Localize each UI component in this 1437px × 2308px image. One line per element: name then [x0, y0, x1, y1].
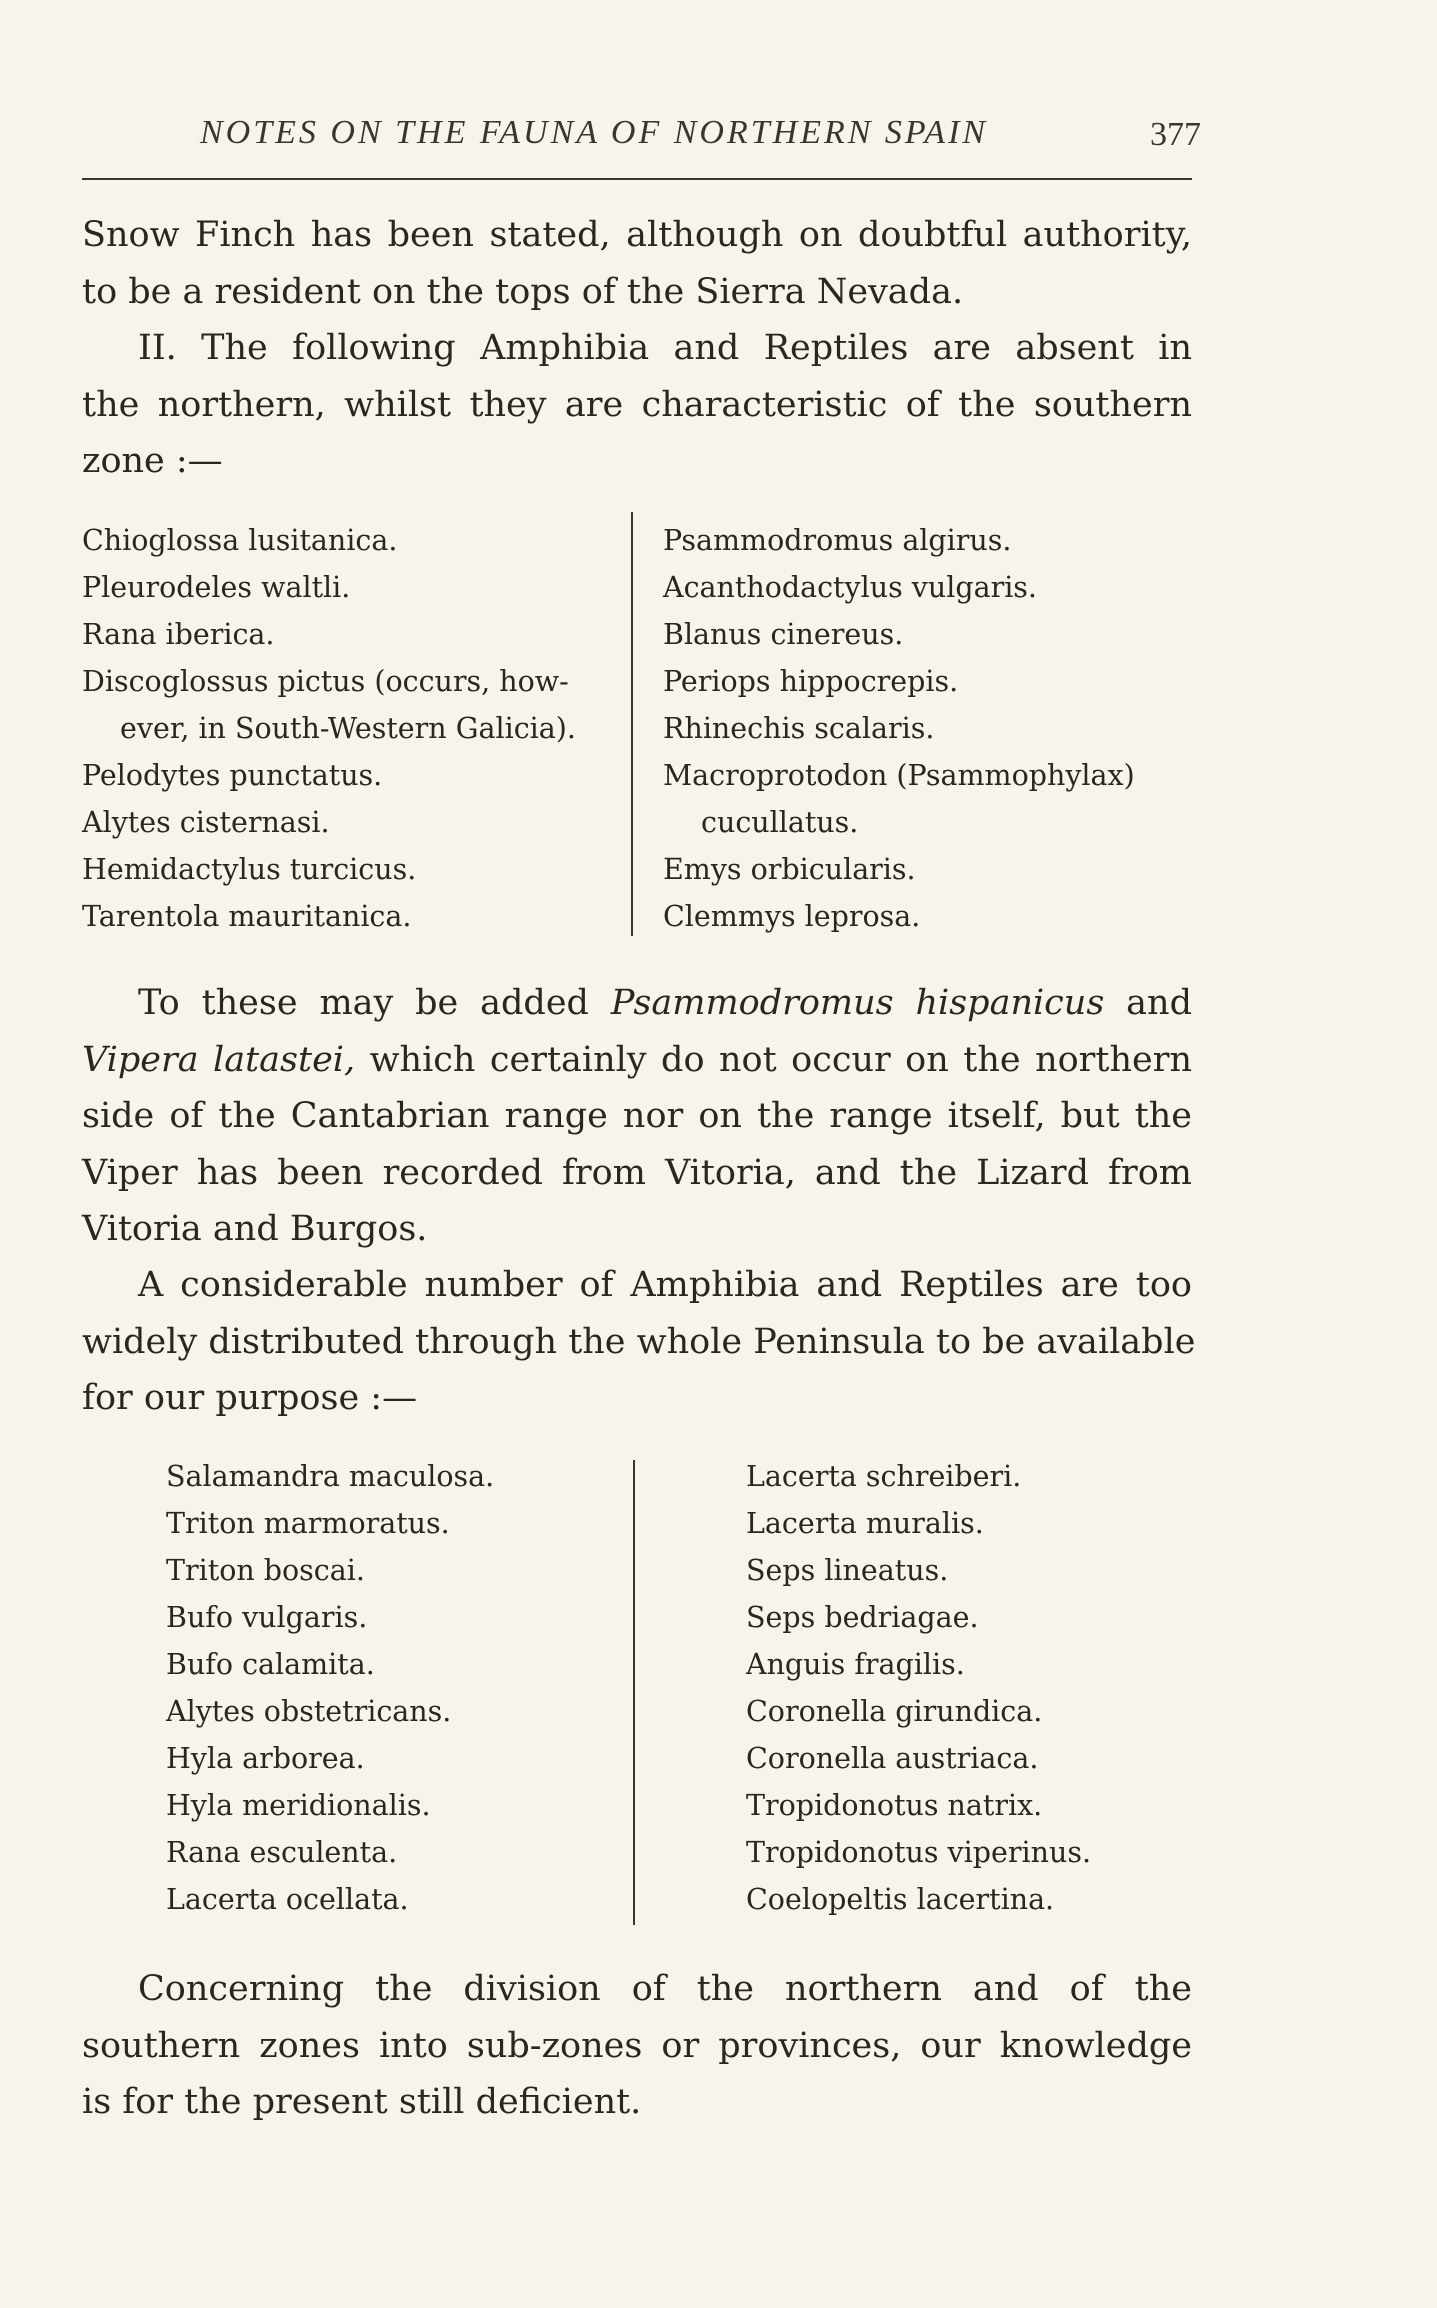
list-item: Alytes obstetricans.	[166, 1695, 452, 1728]
list-item: Lacerta ocellata.	[166, 1883, 409, 1916]
paragraph-additions	[82, 975, 1192, 1258]
list-item: Rana iberica.	[82, 618, 275, 651]
running-title: NOTES ON THE FAUNA OF NORTHERN SPAIN	[200, 114, 989, 151]
list-item: Acanthodactylus vulgaris.	[663, 571, 1037, 604]
text-line: Vitoria and Burgos.	[82, 1209, 428, 1249]
column-divider	[631, 512, 633, 936]
list-item: Rana esculenta.	[166, 1836, 398, 1869]
text-line: southern zones into sub-zones or provinces, our knowledge	[82, 2025, 1192, 2066]
list-item: Hemidactylus turcicus.	[82, 853, 417, 886]
text-line: Viper has been recorded from Vitoria, and the Lizard from	[82, 1152, 1192, 1193]
text-line: for our purpose :—	[82, 1378, 418, 1418]
page-header	[82, 106, 1201, 182]
text-line: II. The following Amphibia and Reptiles are absent in	[138, 328, 1192, 368]
column-divider	[633, 1460, 635, 1925]
list-item: Hyla arborea.	[166, 1742, 365, 1775]
text-segment: To these may be added	[138, 983, 611, 1023]
list-item: Hyla meridionalis.	[166, 1789, 431, 1822]
list-item: Pelodytes punctatus.	[82, 759, 383, 792]
list-item: Emys orbicularis.	[663, 853, 916, 886]
list-item: Rhinechis scalaris.	[663, 712, 935, 745]
text-line: zone :—	[82, 441, 223, 481]
list-item: Lacerta schreiberi.	[746, 1460, 1022, 1493]
list-item: Pleurodeles waltli.	[82, 571, 351, 604]
paragraph-southern-intro	[82, 320, 1192, 490]
list-item: Periops hippocrepis.	[663, 665, 959, 698]
paragraph-snow-finch	[82, 207, 1192, 320]
southern-list-right	[663, 517, 1135, 940]
list-item: Tarentola mauritanica.	[82, 900, 412, 933]
list-item: ever, in South-Western Galicia).	[120, 712, 576, 745]
list-item: Bufo vulgaris.	[166, 1601, 368, 1634]
list-item: Tropidonotus viperinus.	[746, 1836, 1092, 1869]
list-item: Anguis fragilis.	[746, 1648, 965, 1681]
text-line: Snow Finch has been stated, although on doubtful authority,	[82, 215, 1192, 255]
species-name: Vipera latastei,	[82, 1039, 356, 1080]
list-item: Lacerta muralis.	[746, 1507, 984, 1540]
list-item: Triton boscai.	[166, 1554, 365, 1587]
text-line: A considerable number of Amphibia and Reptiles are too	[138, 1265, 1192, 1305]
list-item: Alytes cisternasi.	[82, 806, 330, 839]
list-item: Chioglossa lusitanica.	[82, 524, 398, 557]
list-item: Triton marmoratus.	[166, 1507, 450, 1540]
text-line	[82, 1032, 1192, 1089]
list-item: Seps bedriagae.	[746, 1601, 979, 1634]
text-segment: which certainly do not occur on the northern	[355, 1039, 1193, 1080]
list-item: Seps lineatus.	[746, 1554, 949, 1587]
southern-list-left	[82, 517, 576, 940]
text-line: the northern, whilst they are characteristic of the southern	[82, 384, 1192, 425]
list-item: Coelopeltis lacertina.	[746, 1883, 1055, 1916]
paragraph-subzones	[82, 1961, 1192, 2131]
list-item: Psammodromus algirus.	[663, 524, 1012, 557]
list-item: Salamandra maculosa.	[166, 1460, 495, 1493]
list-item: Blanus cinereus.	[663, 618, 904, 651]
text-line	[82, 975, 1192, 1032]
list-item: Clemmys leprosa.	[663, 900, 921, 933]
text-segment: and	[1104, 983, 1192, 1023]
text-line: Concerning the division of the northern and of the	[138, 1969, 1192, 2009]
list-item: Tropidonotus natrix.	[746, 1789, 1043, 1822]
list-item: cucullatus.	[701, 806, 859, 839]
list-item: Discoglossus pictus (occurs, how-	[82, 665, 569, 698]
paragraph-widespread-intro	[82, 1257, 1196, 1427]
widespread-list-left	[166, 1453, 494, 1923]
list-item: Coronella austriaca.	[746, 1742, 1039, 1775]
text-line: to be a resident on the tops of the Sierra Nevada.	[82, 271, 964, 312]
list-item: Bufo calamita.	[166, 1648, 375, 1681]
widespread-list-right	[746, 1453, 1091, 1923]
header-rule	[82, 178, 1192, 180]
text-line: widely distributed through the whole Peninsula to be available	[82, 1321, 1196, 1362]
page-number: 377	[1150, 116, 1201, 153]
text-line: side of the Cantabrian range nor on the range itself, but the	[82, 1096, 1192, 1136]
species-name: Psammodromus hispanicus	[610, 983, 1105, 1023]
list-item: Coronella girundica.	[746, 1695, 1043, 1728]
text-line: is for the present still deficient.	[82, 2082, 642, 2122]
list-item: Macroprotodon (Psammophylax)	[663, 759, 1135, 792]
